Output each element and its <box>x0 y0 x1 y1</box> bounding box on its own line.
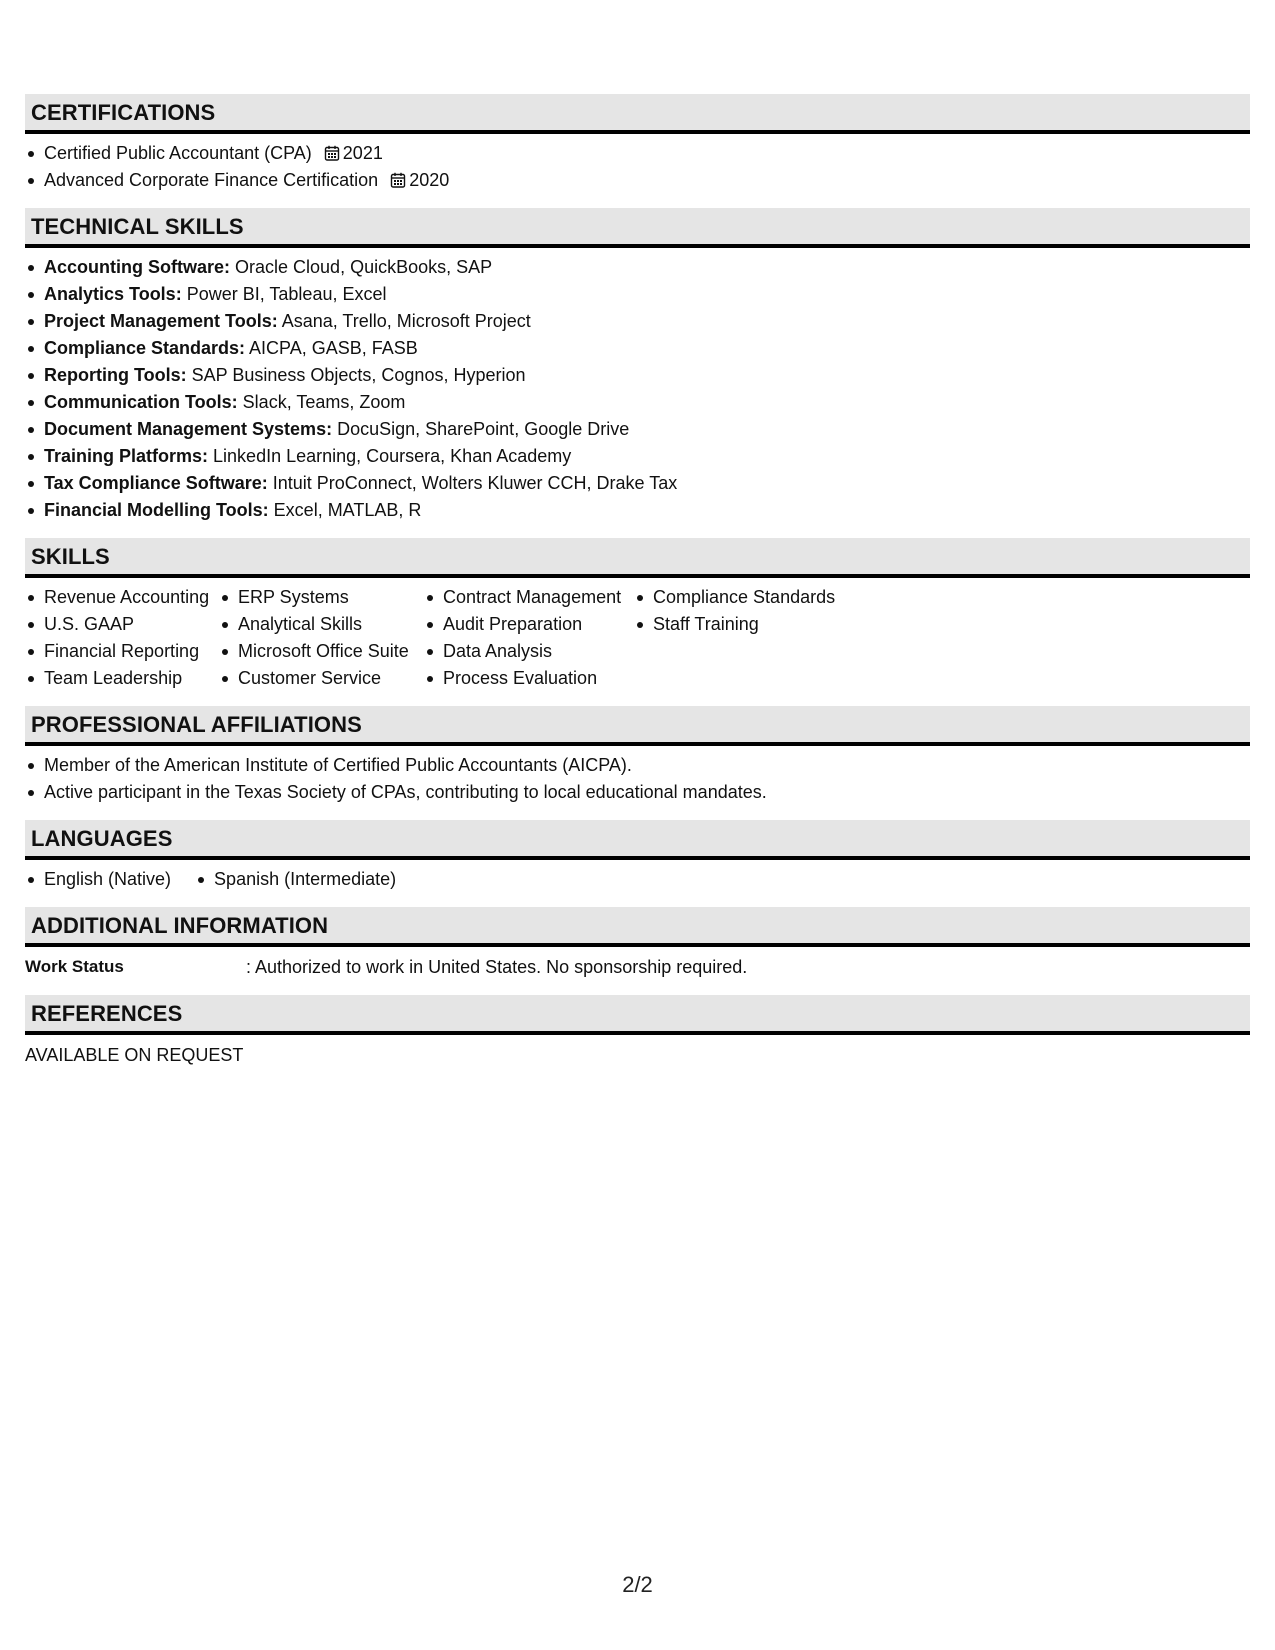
list-item <box>25 335 1250 362</box>
skill-label: Accounting Software: <box>44 257 231 277</box>
resume-page <box>25 94 1250 1083</box>
technical-skills-list <box>25 254 1250 524</box>
affiliations-section <box>25 706 1250 806</box>
skill-label: Tax Compliance Software: <box>44 473 268 493</box>
list-item: ERP Systems <box>219 584 424 611</box>
skill-value: Oracle Cloud, QuickBooks, SAP <box>230 257 493 277</box>
calendar-icon <box>324 145 340 161</box>
list-item: Compliance Standards <box>634 584 835 611</box>
section-title-languages: LANGUAGES <box>25 820 1250 860</box>
skill-value: Power BI, Tableau, Excel <box>181 284 387 304</box>
certifications-list <box>25 140 1250 194</box>
list-item <box>25 167 1250 194</box>
list-item: Audit Preparation <box>424 611 634 638</box>
certification-name: Advanced Corporate Finance Certification <box>44 170 379 190</box>
list-item: Analytical Skills <box>219 611 424 638</box>
list-item <box>25 497 1250 524</box>
list-item: Customer Service <box>219 665 424 692</box>
work-status-value: : Authorized to work in United States. No sponsorship required. <box>246 957 748 977</box>
skills-column <box>634 584 835 692</box>
technical-skills-section <box>25 208 1250 524</box>
skill-label: Document Management Systems: <box>44 419 333 439</box>
references-text: AVAILABLE ON REQUEST <box>25 1045 244 1065</box>
skill-value: Slack, Teams, Zoom <box>237 392 406 412</box>
references-section <box>25 995 1250 1069</box>
list-item: Revenue Accounting <box>25 584 219 611</box>
list-item <box>25 254 1250 281</box>
list-item: U.S. GAAP <box>25 611 219 638</box>
affiliations-list <box>25 752 1250 806</box>
list-item <box>25 416 1250 443</box>
list-item <box>25 362 1250 389</box>
list-item: Team Leadership <box>25 665 219 692</box>
list-item: Contract Management <box>424 584 634 611</box>
list-item <box>25 140 1250 167</box>
skill-value: SAP Business Objects, Cognos, Hyperion <box>186 365 526 385</box>
skill-value: Asana, Trello, Microsoft Project <box>277 311 531 331</box>
skills-section <box>25 538 1250 692</box>
section-title-references: REFERENCES <box>25 995 1250 1035</box>
skill-label: Reporting Tools: <box>44 365 187 385</box>
languages-section <box>25 820 1250 893</box>
certification-name: Certified Public Accountant (CPA) <box>44 143 312 163</box>
list-item <box>25 470 1250 497</box>
skills-grid <box>25 584 1250 692</box>
list-item: Microsoft Office Suite <box>219 638 424 665</box>
list-item: Financial Reporting <box>25 638 219 665</box>
certifications-section <box>25 94 1250 194</box>
skill-label: Compliance Standards: <box>44 338 246 358</box>
skill-label: Communication Tools: <box>44 392 238 412</box>
list-item: Data Analysis <box>424 638 634 665</box>
skills-column <box>424 584 634 692</box>
section-title-affiliations: PROFESSIONAL AFFILIATIONS <box>25 706 1250 746</box>
certification-year: 2021 <box>342 143 383 163</box>
list-item <box>25 389 1250 416</box>
list-item: Member of the American Institute of Certified Public Accountants (AICPA). <box>25 752 1250 779</box>
list-item: Process Evaluation <box>424 665 634 692</box>
skill-value: Excel, MATLAB, R <box>268 500 422 520</box>
skill-label: Training Platforms: <box>44 446 209 466</box>
skill-value: LinkedIn Learning, Coursera, Khan Academy <box>208 446 572 466</box>
page-number: 2/2 <box>622 1572 653 1597</box>
languages-list <box>25 866 1250 893</box>
section-title-technical-skills: TECHNICAL SKILLS <box>25 208 1250 248</box>
list-item <box>25 308 1250 335</box>
certification-year: 2020 <box>409 170 450 190</box>
skill-value: DocuSign, SharePoint, Google Drive <box>332 419 630 439</box>
section-title-skills: SKILLS <box>25 538 1250 578</box>
list-item <box>25 443 1250 470</box>
list-item: Active participant in the Texas Society of CPAs, contributing to local educational mandates. <box>25 779 1250 806</box>
work-status-row <box>25 953 1250 981</box>
skill-label: Analytics Tools: <box>44 284 182 304</box>
skills-column <box>219 584 424 692</box>
skill-value: AICPA, GASB, FASB <box>245 338 418 358</box>
calendar-icon <box>390 172 406 188</box>
section-title-additional-info: ADDITIONAL INFORMATION <box>25 907 1250 947</box>
skill-label: Project Management Tools: <box>44 311 278 331</box>
additional-info-section <box>25 907 1250 981</box>
skill-value: Intuit ProConnect, Wolters Kluwer CCH, Drake Tax <box>267 473 678 493</box>
list-item: English (Native) <box>25 866 171 893</box>
section-title-certifications: CERTIFICATIONS <box>25 94 1250 134</box>
list-item: Staff Training <box>634 611 835 638</box>
list-item: Spanish (Intermediate) <box>195 866 396 893</box>
work-status-label: Work Status <box>25 957 124 976</box>
skills-column <box>25 584 219 692</box>
skill-label: Financial Modelling Tools: <box>44 500 269 520</box>
list-item <box>25 281 1250 308</box>
